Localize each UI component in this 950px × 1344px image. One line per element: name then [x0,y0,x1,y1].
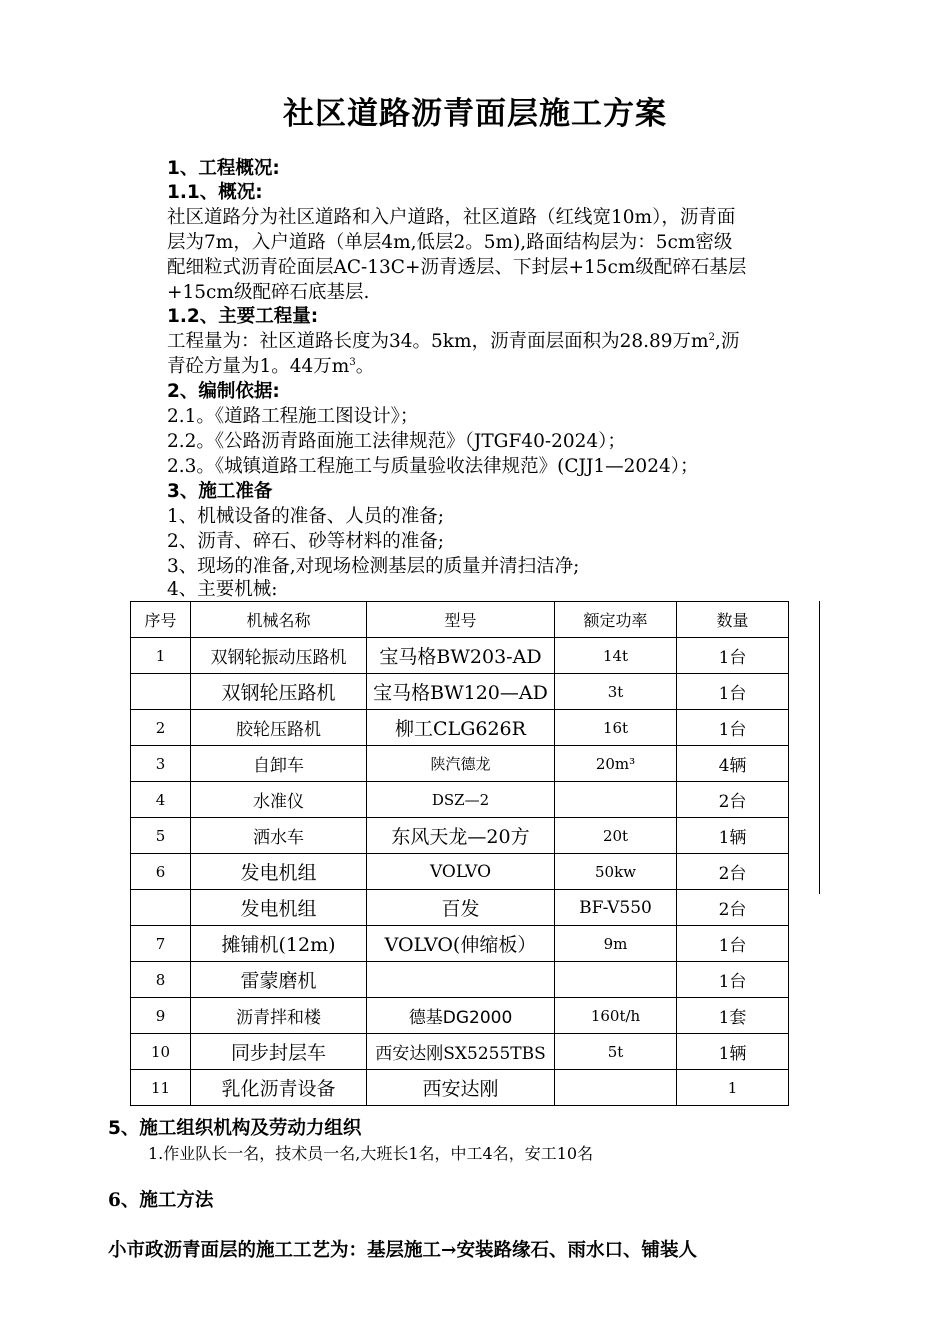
table-row [131,638,789,674]
table-row [131,818,789,854]
table-row [131,710,789,746]
section-1-1-paragraph [167,205,847,305]
table-border-extension [819,601,820,894]
section-1-1-heading: 1.1、概况: [167,182,263,203]
prep-item-4: 4、主要机械: [167,579,278,600]
cell-no [131,674,191,710]
cell-name: 水准仪 [191,782,367,818]
table-row [131,746,789,782]
header-cell: 型号 [367,602,555,638]
cell-qty: 4辆 [677,746,789,782]
cell-model: 西安达刚 [367,1070,555,1106]
quantity-text: 工程量为：社区道路长度为34。5km，沥青面层面积为28.89万m [167,331,709,352]
cell-model: 西安达刚SX5255TBS [367,1034,555,1070]
cell-power: 5t [555,1034,677,1070]
cell-no: 2 [131,710,191,746]
cell-qty: 1辆 [677,818,789,854]
cell-name: 胶轮压路机 [191,710,367,746]
table-row [131,998,789,1034]
cell-model [367,962,555,998]
cell-power: 160t/h [555,998,677,1034]
header-cell: 数量 [677,602,789,638]
quantity-line-1 [167,329,739,354]
prep-item-3: 3、现场的准备,对现场检测基层的质量并清扫洁净; [167,556,580,577]
cell-model: DSZ—2 [367,782,555,818]
table-row [131,962,789,998]
cell-power: 14t [555,638,677,674]
cell-qty: 1台 [677,638,789,674]
cell-no: 5 [131,818,191,854]
header-cell: 序号 [131,602,191,638]
cell-name: 乳化沥青设备 [191,1070,367,1106]
cell-model: 德基DG2000 [367,998,555,1034]
cell-name: 双钢轮振动压路机 [191,638,367,674]
prep-item-2: 2、沥青、碎石、砂等材料的准备; [167,531,445,552]
cell-qty: 2台 [677,890,789,926]
table-header-row [131,602,789,638]
section-6-line: 小市政沥青面层的施工工艺为：基层施工→安装路缘石、雨水口、铺装人 [108,1240,698,1261]
cell-qty: 1台 [677,710,789,746]
cell-qty: 1台 [677,674,789,710]
cell-qty: 2台 [677,782,789,818]
cell-power: 16t [555,710,677,746]
cell-model: 百发 [367,890,555,926]
cell-no: 9 [131,998,191,1034]
basis-item-1: 2.1。《道路工程施工图设计》； [167,406,419,427]
cell-model: 宝马格BW120—AD [367,674,555,710]
quantity-text: 青砼方量为1。44万m [167,356,350,377]
cell-no: 8 [131,962,191,998]
quantity-text-tail: 。 [355,356,375,377]
header-cell: 机械名称 [191,602,367,638]
cell-power: 20t [555,818,677,854]
cell-power [555,962,677,998]
cell-name: 发电机组 [191,854,367,890]
prep-item-1: 1、机械设备的准备、人员的准备; [167,506,445,527]
cell-name: 同步封层车 [191,1034,367,1070]
machinery-table [130,601,789,1106]
cell-name: 摊铺机(12m) [191,926,367,962]
paragraph-line: 配细粒式沥青砼面层AC-13C+沥青透层、下封层+15cm级配碎石基层 [167,257,747,278]
table-row [131,854,789,890]
cell-power: 3t [555,674,677,710]
paragraph-line: +15cm级配碎石底基层. [167,282,370,303]
section-5-line: 1.作业队长一名，技术员一名,大班长1名，中工4名，安工10名 [148,1144,594,1163]
section-6-heading: 6、施工方法 [108,1190,214,1211]
cell-no [131,890,191,926]
document-title: 社区道路沥青面层施工方案 [283,96,667,132]
cell-power: BF-V550 [555,890,677,926]
section-3-heading: 3、施工准备 [167,481,273,502]
cell-no: 7 [131,926,191,962]
header-cell: 额定功率 [555,602,677,638]
cell-qty: 1套 [677,998,789,1034]
superscript-3: 3 [349,356,356,368]
table-row [131,782,789,818]
cell-name: 双钢轮压路机 [191,674,367,710]
basis-item-3: 2.3。《城镇道路工程施工与质量验收法律规范》(CJJ1—2024）； [167,456,699,477]
cell-power: 20m³ [555,746,677,782]
paragraph-line: 社区道路分为社区道路和入户道路，社区道路（红线宽10m），沥青面 [167,207,736,228]
cell-name: 洒水车 [191,818,367,854]
cell-power: 50kw [555,854,677,890]
section-1-2-heading: 1.2、主要工程量: [167,306,319,327]
cell-name: 雷蒙磨机 [191,962,367,998]
paragraph-line: 层为7m，入户道路（单层4m,低层2。5m),路面结构层为：5cm密级 [167,232,733,253]
cell-model: VOLVO [367,854,555,890]
table-row [131,1034,789,1070]
cell-no: 11 [131,1070,191,1106]
cell-qty: 1辆 [677,1034,789,1070]
cell-name: 沥青拌和楼 [191,998,367,1034]
quantity-line-2 [167,354,374,379]
cell-power [555,1070,677,1106]
cell-no: 4 [131,782,191,818]
cell-qty: 2台 [677,854,789,890]
cell-qty: 1台 [677,962,789,998]
cell-power [555,782,677,818]
cell-model: 陕汽德龙 [367,746,555,782]
cell-model: 宝马格BW203-AD [367,638,555,674]
cell-qty: 1台 [677,926,789,962]
cell-model: 东风天龙—20方 [367,818,555,854]
section-2-heading: 2、编制依据: [167,381,280,402]
cell-model: 柳工CLG626R [367,710,555,746]
cell-model: VOLVO(伸缩板） [367,926,555,962]
cell-no: 6 [131,854,191,890]
superscript-2: 2 [708,331,715,343]
cell-qty: 1 [677,1070,789,1106]
cell-name: 发电机组 [191,890,367,926]
table-row [131,1070,789,1106]
cell-no: 3 [131,746,191,782]
basis-item-2: 2.2。《公路沥青路面施工法律规范》（JTGF40-2024）； [167,431,626,452]
section-5-heading: 5、施工组织机构及劳动力组织 [108,1118,362,1139]
quantity-text-tail: ,沥 [714,331,740,352]
cell-no: 1 [131,638,191,674]
table-row [131,890,789,926]
cell-power: 9m [555,926,677,962]
section-1-heading: 1、工程概况: [167,158,280,179]
table-row [131,674,789,710]
cell-no: 10 [131,1034,191,1070]
cell-name: 自卸车 [191,746,367,782]
table-row [131,926,789,962]
